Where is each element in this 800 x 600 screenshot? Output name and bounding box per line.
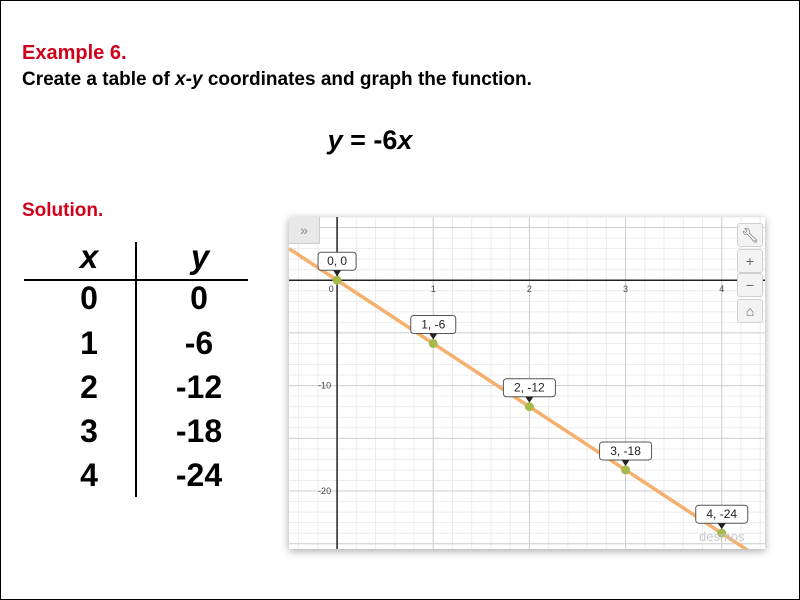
table-cell-y: -24 xyxy=(175,457,223,493)
table-cell-x: 1 xyxy=(80,325,98,361)
collapse-expressions-button[interactable]: » xyxy=(289,217,320,244)
zoom-out-button[interactable]: − xyxy=(737,273,763,297)
home-button[interactable] xyxy=(737,299,763,323)
y-tick-label: -20 xyxy=(318,486,332,497)
point-label-pointer xyxy=(525,397,533,403)
table-header-y: y xyxy=(190,238,210,275)
table-header-x: x xyxy=(79,238,99,275)
graph-panel[interactable] xyxy=(289,217,765,549)
data-point xyxy=(333,276,342,285)
data-point xyxy=(429,339,438,348)
home-icon: ⌂ xyxy=(745,303,755,319)
instructions-pre: Create a table of xyxy=(22,69,176,90)
x-tick-label: 4 xyxy=(719,284,725,295)
point-label-pointer xyxy=(333,270,341,276)
table-cell-y: 0 xyxy=(190,280,208,316)
equation-lhs: y xyxy=(327,125,343,155)
data-point xyxy=(621,465,630,474)
desmos-watermark: desmos xyxy=(699,529,745,544)
table-cell-x: 3 xyxy=(80,413,98,449)
equation xyxy=(0,125,740,156)
example-title: Example 6. xyxy=(22,42,127,64)
y-tick-label: -10 xyxy=(318,380,332,391)
point-label: 0, 0 xyxy=(327,254,348,269)
data-point xyxy=(525,402,534,411)
x-tick-label: 1 xyxy=(430,284,436,295)
point-label: 4, -24 xyxy=(706,507,738,522)
x-tick-label: 3 xyxy=(623,284,629,295)
table-cell-x: 0 xyxy=(80,280,98,316)
table-cell-x: 2 xyxy=(80,369,98,405)
point-label: 3, -18 xyxy=(610,443,641,458)
settings-button[interactable] xyxy=(737,223,763,247)
table-cell-y: -12 xyxy=(175,369,223,405)
point-label-pointer xyxy=(622,460,630,466)
x-tick-label: 0 xyxy=(328,284,334,295)
point-label: 1, -6 xyxy=(421,317,446,332)
point-label: 2, -12 xyxy=(514,380,545,395)
instructions xyxy=(22,69,532,91)
zoom-in-button[interactable]: + xyxy=(737,249,763,273)
point-label-pointer xyxy=(429,333,437,339)
table-cell-y: -18 xyxy=(175,413,223,449)
instructions-variable: x-y xyxy=(175,69,203,90)
table-cell-x: 4 xyxy=(80,457,98,493)
instructions-post: coordinates and graph the function. xyxy=(202,69,532,90)
solution-label: Solution. xyxy=(22,200,104,221)
table-cell-y: -6 xyxy=(184,325,214,361)
graph-plot[interactable] xyxy=(289,217,765,549)
equation-middle: = -6 xyxy=(342,125,398,155)
equation-rhs: x xyxy=(397,125,413,155)
wrench-icon: 🔧︎ xyxy=(741,227,759,243)
x-tick-label: 2 xyxy=(526,284,532,295)
